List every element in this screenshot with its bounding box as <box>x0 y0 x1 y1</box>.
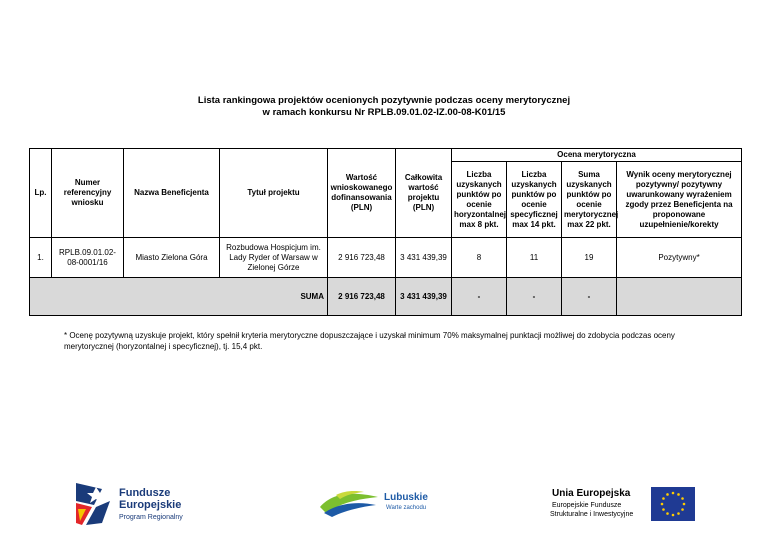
ue-line2: Europejskie Fundusze <box>552 502 622 509</box>
eu-star-icon <box>677 512 680 515</box>
header-wartosc-calk: Całkowita wartość projektu (PLN) <box>396 149 452 238</box>
header-pkt-suma: Suma uzyskanych punktów po ocenie merytorycznej max 22 pkt. <box>562 162 617 238</box>
eu-star-icon <box>681 508 684 511</box>
ranking-table <box>29 148 742 316</box>
eu-flag-icon <box>651 487 695 521</box>
eu-star-icon <box>661 503 664 506</box>
header-wynik: Wynik oceny merytorycznej pozytywny/ pozytywny uwarunkowany wyrażeniem zgody przez Beneficjenta na proponowane uzupełnienie/korekty <box>617 162 742 238</box>
cell-wynik: Pozytywny* <box>617 238 742 278</box>
cell-beneficjent: Miasto Zielona Góra <box>124 238 220 278</box>
header-wartosc-dof: Wartość wnioskowanego dofinansowania (PLN) <box>328 149 396 238</box>
summary-row <box>30 278 742 316</box>
summary-wartosc-dof: 2 916 723,48 <box>328 278 396 316</box>
eu-star-icon <box>683 503 686 506</box>
eu-star-icon <box>662 497 665 500</box>
eu-star-icon <box>666 512 669 515</box>
cell-wartosc-calk: 3 431 439,39 <box>396 238 452 278</box>
header-nr: Numer referencyjny wniosku <box>52 149 124 238</box>
eu-star-icon <box>677 493 680 496</box>
header-pkt-hor: Liczba uzyskanych punktów po ocenie horyzontalnej max 8 pkt. <box>452 162 507 238</box>
cell-pkt-spec: 11 <box>507 238 562 278</box>
table-row <box>30 238 742 278</box>
header-lp: Lp. <box>30 149 52 238</box>
summary-pkt-hor: - <box>452 278 507 316</box>
title-line-2: w ramach konkursu Nr RPLB.09.01.02-IZ.00-08-K01/15 <box>262 107 506 118</box>
fe-line3: Program Regionalny <box>119 514 183 521</box>
footnote: * Ocenę pozytywną uzyskuje projekt, który spełnił kryteria merytoryczne dopuszczające i uzyskał minimum 70% maksymalnej punktacji możliwej do zdobycia podczas oceny merytorycznej (horyzontalnej i specyficznej), tj. 15,4 pkt. <box>64 331 675 351</box>
header-tytul: Tytuł projektu <box>220 149 328 238</box>
lubuskie-line1: Lubuskie <box>384 492 428 503</box>
ue-line3: Strukturalne i Inwestycyjne <box>550 511 634 518</box>
title-line-1: Lista rankingowa projektów ocenionych pozytywnie podczas oceny merytorycznej <box>197 95 571 106</box>
summary-pkt-suma: - <box>562 278 617 316</box>
eu-star-icon <box>681 497 684 500</box>
eu-star-icon <box>672 492 675 495</box>
cell-tytul: Rozbudowa Hospicjum im. Lady Ryder of Warsaw w Zielonej Górze <box>220 238 328 278</box>
document-title <box>0 95 768 119</box>
fundusze-europejskie-logo <box>72 479 212 527</box>
header-beneficjent: Nazwa Beneficjenta <box>124 149 220 238</box>
cell-pkt-suma: 19 <box>562 238 617 278</box>
cell-wartosc-dof: 2 916 723,48 <box>328 238 396 278</box>
summary-wartosc-calk: 3 431 439,39 <box>396 278 452 316</box>
fe-line2: Europejskie <box>119 499 182 511</box>
eu-star-icon <box>662 508 665 511</box>
cell-pkt-hor: 8 <box>452 238 507 278</box>
summary-wynik-empty <box>617 278 742 316</box>
cell-lp: 1. <box>30 238 52 278</box>
ue-line1: Unia Europejska <box>552 488 631 499</box>
unia-europejska-logo <box>550 485 695 523</box>
lubuskie-logo <box>318 487 448 519</box>
summary-label: SUMA <box>30 278 328 316</box>
eu-star-icon <box>666 493 669 496</box>
header-group-ocena: Ocena merytoryczna <box>452 149 742 162</box>
lubuskie-wave-icon <box>318 487 380 519</box>
lubuskie-line2: Warte zachodu <box>386 505 427 511</box>
fe-line1: Fundusze <box>119 487 171 499</box>
fundusze-europejskie-emblem-icon <box>72 479 116 527</box>
cell-nr: RPLB.09.01.02-08-0001/16 <box>52 238 124 278</box>
summary-pkt-spec: - <box>507 278 562 316</box>
header-pkt-spec: Liczba uzyskanych punktów po ocenie specyficznej max 14 pkt. <box>507 162 562 238</box>
eu-star-icon <box>672 514 675 517</box>
